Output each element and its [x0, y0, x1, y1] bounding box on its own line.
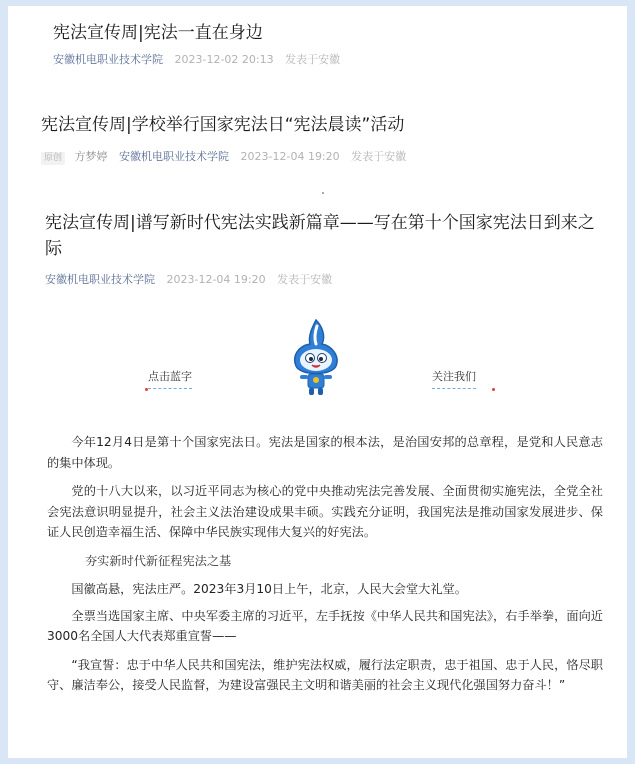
- paragraph: “我宣誓：忠于中华人民共和国宪法，维护宪法权威，履行法定职责，忠于祖国、忠于人民，恪尽职守、廉洁奉公，接受人民监督，为建设富强民主文明和谐美丽的社会主义现代化强国努力奋斗！”: [47, 657, 603, 692]
- click-blue-text-link[interactable]: 点击蓝字: [148, 370, 192, 389]
- article-location: 发表于安徽: [351, 150, 407, 163]
- follow-banner: [8, 312, 627, 402]
- follow-us-link[interactable]: 关注我们: [432, 370, 476, 389]
- separator-dot: [322, 192, 324, 194]
- article-source-link[interactable]: 安徽机电职业技术学院: [119, 150, 230, 163]
- article-title[interactable]: 宪法宣传周|学校举行国家宪法日“宪法晨读”活动: [41, 115, 405, 135]
- article-meta: [8, 272, 627, 288]
- article-card-1[interactable]: [8, 20, 627, 68]
- article-location: 发表于安徽: [277, 273, 333, 286]
- red-dot-icon: [492, 388, 495, 391]
- article-meta: [8, 52, 627, 68]
- article-title[interactable]: 宪法宣传周|宪法一直在身边: [53, 23, 263, 43]
- article-body: [47, 432, 603, 704]
- article-card-2[interactable]: [8, 112, 627, 165]
- paragraph: 国徽高悬，宪法庄严。2023年3月10日上午，北京，人民大会堂大礼堂。: [71, 582, 467, 596]
- paragraph: 党的十八大以来，以习近平同志为核心的党中央推动宪法完善发展、全面贯彻实施宪法，全党全社会宪法意识明显提升，社会主义法治建设成果丰硕。实践充分证明，我国宪法是推动国家发展进步、保证人民创造幸福生活、保障中华民族实现伟大复兴的好宪法。: [47, 484, 603, 539]
- article-title[interactable]: 宪法宣传周|谱写新时代宪法实践新篇章——写在第十个国家宪法日到来之际: [45, 213, 595, 259]
- article-card-3[interactable]: [8, 210, 627, 288]
- paragraph: 全票当选国家主席、中央军委主席的习近平，左手抚按《中华人民共和国宪法》，右手举拳，面向近3000名全国人大代表郑重宣誓——: [47, 608, 603, 643]
- article-author: 方梦婷: [74, 150, 108, 163]
- article-date: 2023-12-02 20:13: [174, 53, 274, 66]
- article-location: 发表于安徽: [285, 53, 341, 66]
- article-meta: [8, 149, 627, 165]
- article-source-link[interactable]: 安徽机电职业技术学院: [45, 273, 155, 286]
- article-date: 2023-12-04 19:20: [166, 273, 266, 286]
- article-date: 2023-12-04 19:20: [240, 150, 340, 163]
- article-source-link[interactable]: 安徽机电职业技术学院: [53, 53, 163, 66]
- paragraph: 今年12月4日是第十个国家宪法日。宪法是国家的根本法，是治国安邦的总章程，是党和人民意志的集中体现。: [47, 435, 603, 470]
- section-subheading: 夯实新时代新征程宪法之基: [85, 553, 232, 568]
- mascot-icon: [286, 318, 346, 398]
- article-list-panel: [8, 6, 627, 758]
- original-badge: 原创: [41, 152, 65, 165]
